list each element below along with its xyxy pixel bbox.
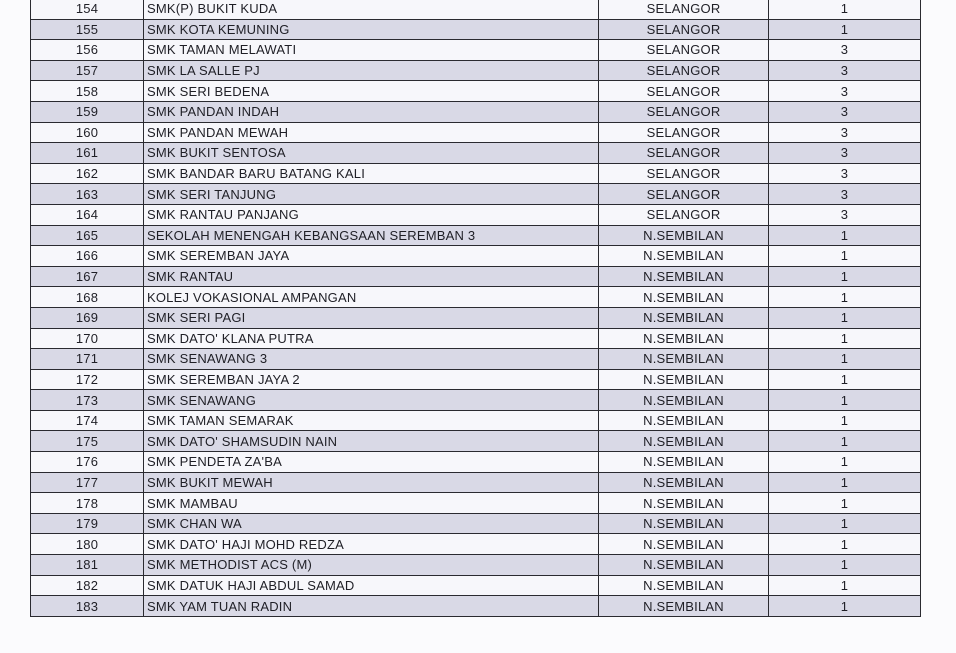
count-cell: 3 [769,101,921,122]
count-cell: 3 [769,204,921,225]
count-cell: 3 [769,163,921,184]
table-row [31,122,921,143]
count-cell: 1 [769,596,921,617]
count-cell: 1 [769,225,921,246]
state-cell: N.SEMBILAN [599,390,769,411]
school-name-cell: SMK SEREMBAN JAYA 2 [144,369,599,390]
table-row [31,452,921,473]
count-cell: 1 [769,328,921,349]
count-cell: 3 [769,143,921,164]
table-row [31,101,921,122]
state-cell: SELANGOR [599,163,769,184]
row-number-cell: 178 [31,493,144,514]
table-row [31,163,921,184]
state-cell: N.SEMBILAN [599,410,769,431]
school-name-cell: SMK DATO' SHAMSUDIN NAIN [144,431,599,452]
state-cell: SELANGOR [599,81,769,102]
row-number-cell: 157 [31,60,144,81]
row-number-cell: 170 [31,328,144,349]
row-number-cell: 183 [31,596,144,617]
row-number-cell: 158 [31,81,144,102]
table-row [31,143,921,164]
table-row [31,307,921,328]
state-cell: N.SEMBILAN [599,369,769,390]
count-cell: 1 [769,534,921,555]
school-name-cell: SMK KOTA KEMUNING [144,19,599,40]
row-number-cell: 154 [31,0,144,19]
state-cell: SELANGOR [599,204,769,225]
count-cell: 1 [769,19,921,40]
row-number-cell: 174 [31,410,144,431]
table-row [31,596,921,617]
state-cell: N.SEMBILAN [599,452,769,473]
table-row [31,410,921,431]
school-name-cell: SMK TAMAN SEMARAK [144,410,599,431]
row-number-cell: 173 [31,390,144,411]
state-cell: N.SEMBILAN [599,287,769,308]
count-cell: 1 [769,472,921,493]
count-cell: 3 [769,122,921,143]
table-row [31,184,921,205]
table-row [31,266,921,287]
state-cell: N.SEMBILAN [599,493,769,514]
school-name-cell: SMK BUKIT MEWAH [144,472,599,493]
row-number-cell: 162 [31,163,144,184]
table-row [31,349,921,370]
table-row [31,369,921,390]
state-cell: SELANGOR [599,0,769,19]
table-row [31,19,921,40]
row-number-cell: 181 [31,555,144,576]
count-cell: 1 [769,287,921,308]
row-number-cell: 176 [31,452,144,473]
school-name-cell: SMK RANTAU [144,266,599,287]
table-row [31,40,921,61]
row-number-cell: 156 [31,40,144,61]
count-cell: 3 [769,81,921,102]
table-row [31,534,921,555]
table-row [31,204,921,225]
school-name-cell: SMK SEREMBAN JAYA [144,246,599,267]
state-cell: N.SEMBILAN [599,225,769,246]
row-number-cell: 182 [31,575,144,596]
row-number-cell: 169 [31,307,144,328]
state-cell: N.SEMBILAN [599,431,769,452]
school-name-cell: SMK RANTAU PANJANG [144,204,599,225]
count-cell: 1 [769,349,921,370]
table-row [31,246,921,267]
row-number-cell: 159 [31,101,144,122]
school-name-cell: SMK PANDAN MEWAH [144,122,599,143]
school-name-cell: SMK CHAN WA [144,513,599,534]
row-number-cell: 175 [31,431,144,452]
count-cell: 1 [769,307,921,328]
count-cell: 1 [769,410,921,431]
row-number-cell: 163 [31,184,144,205]
state-cell: N.SEMBILAN [599,596,769,617]
school-name-cell: SMK METHODIST ACS (M) [144,555,599,576]
count-cell: 1 [769,452,921,473]
table-row [31,431,921,452]
table-row [31,0,921,19]
school-name-cell: KOLEJ VOKASIONAL AMPANGAN [144,287,599,308]
count-cell: 1 [769,390,921,411]
state-cell: N.SEMBILAN [599,328,769,349]
state-cell: N.SEMBILAN [599,534,769,555]
state-cell: N.SEMBILAN [599,266,769,287]
row-number-cell: 168 [31,287,144,308]
count-cell: 1 [769,555,921,576]
row-number-cell: 180 [31,534,144,555]
school-name-cell: SMK DATO' HAJI MOHD REDZA [144,534,599,555]
school-name-cell: SMK SENAWANG [144,390,599,411]
table-row [31,555,921,576]
table-row [31,81,921,102]
school-name-cell: SMK BANDAR BARU BATANG KALI [144,163,599,184]
table-row [31,513,921,534]
state-cell: N.SEMBILAN [599,513,769,534]
state-cell: N.SEMBILAN [599,555,769,576]
row-number-cell: 166 [31,246,144,267]
table-row [31,225,921,246]
state-cell: N.SEMBILAN [599,349,769,370]
school-name-cell: SMK DATUK HAJI ABDUL SAMAD [144,575,599,596]
state-cell: N.SEMBILAN [599,246,769,267]
row-number-cell: 155 [31,19,144,40]
state-cell: SELANGOR [599,184,769,205]
count-cell: 1 [769,266,921,287]
table-row [31,60,921,81]
count-cell: 1 [769,431,921,452]
state-cell: N.SEMBILAN [599,472,769,493]
state-cell: SELANGOR [599,101,769,122]
school-name-cell: SMK PENDETA ZA'BA [144,452,599,473]
school-name-cell: SMK BUKIT SENTOSA [144,143,599,164]
row-number-cell: 165 [31,225,144,246]
row-number-cell: 171 [31,349,144,370]
school-list-table [30,0,921,617]
count-cell: 1 [769,513,921,534]
school-name-cell: SMK SENAWANG 3 [144,349,599,370]
table-row [31,472,921,493]
count-cell: 1 [769,575,921,596]
row-number-cell: 161 [31,143,144,164]
state-cell: N.SEMBILAN [599,307,769,328]
school-name-cell: SMK DATO' KLANA PUTRA [144,328,599,349]
row-number-cell: 177 [31,472,144,493]
school-name-cell: SMK(P) BUKIT KUDA [144,0,599,19]
count-cell: 1 [769,246,921,267]
school-name-cell: SMK SERI TANJUNG [144,184,599,205]
table-row [31,493,921,514]
table-body [31,0,921,616]
row-number-cell: 164 [31,204,144,225]
state-cell: SELANGOR [599,122,769,143]
table-row [31,575,921,596]
count-cell: 1 [769,369,921,390]
school-name-cell: SMK YAM TUAN RADIN [144,596,599,617]
school-name-cell: SEKOLAH MENENGAH KEBANGSAAN SEREMBAN 3 [144,225,599,246]
state-cell: SELANGOR [599,60,769,81]
school-name-cell: SMK MAMBAU [144,493,599,514]
school-name-cell: SMK TAMAN MELAWATI [144,40,599,61]
school-name-cell: SMK LA SALLE PJ [144,60,599,81]
table-row [31,287,921,308]
state-cell: SELANGOR [599,19,769,40]
count-cell: 1 [769,0,921,19]
state-cell: SELANGOR [599,143,769,164]
table-row [31,390,921,411]
state-cell: SELANGOR [599,40,769,61]
row-number-cell: 160 [31,122,144,143]
state-cell: N.SEMBILAN [599,575,769,596]
count-cell: 3 [769,184,921,205]
school-name-cell: SMK PANDAN INDAH [144,101,599,122]
count-cell: 1 [769,493,921,514]
row-number-cell: 172 [31,369,144,390]
count-cell: 3 [769,40,921,61]
school-name-cell: SMK SERI BEDENA [144,81,599,102]
row-number-cell: 179 [31,513,144,534]
count-cell: 3 [769,60,921,81]
school-name-cell: SMK SERI PAGI [144,307,599,328]
table-row [31,328,921,349]
row-number-cell: 167 [31,266,144,287]
